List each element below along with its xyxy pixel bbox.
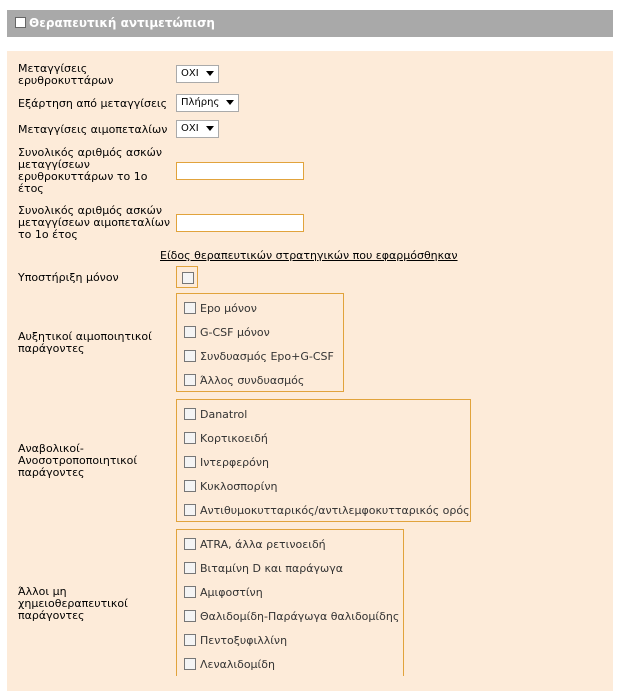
checkbox[interactable] xyxy=(184,610,196,622)
anabolic-group xyxy=(176,399,471,522)
section-header[interactable] xyxy=(7,10,613,37)
anabolic-option[interactable]: Κορτικοειδή xyxy=(184,432,268,446)
other-option[interactable]: Πεντοξυφιλλίνη xyxy=(184,634,287,648)
checkbox[interactable] xyxy=(184,634,196,646)
anabolic-option[interactable]: Αντιθυμοκυτταρικός/αντιλεμφοκυτταρικός ορός xyxy=(184,504,470,518)
checkbox[interactable] xyxy=(184,658,196,670)
growth-option[interactable]: G-CSF μόνον xyxy=(184,326,270,340)
platelet-transfusions-label: Μεταγγίσεις αιμοπεταλίων xyxy=(18,123,168,136)
collapse-checkbox-icon[interactable] xyxy=(15,17,26,28)
checkbox[interactable] xyxy=(184,302,196,314)
other-option[interactable]: Θαλιδομίδη-Παράγωγα θαλιδομίδης xyxy=(184,610,399,624)
growth-option[interactable]: Άλλος συνδυασμός xyxy=(184,374,304,388)
chevron-down-icon xyxy=(226,100,234,105)
growth-option[interactable]: Epo μόνον xyxy=(184,302,257,316)
checkbox[interactable] xyxy=(184,326,196,338)
chevron-down-icon xyxy=(206,71,214,76)
anabolic-option[interactable]: Κυκλοσπορίνη xyxy=(184,480,277,494)
checkbox[interactable] xyxy=(184,456,196,468)
support-only-group xyxy=(176,266,198,288)
rbc-units-label: Συνολικός αριθμός ασκών μεταγγίσεων ερυθροκυττάρων το 1ο έτος xyxy=(18,146,163,195)
growth-factors-label: Αυξητικοί αιμοποιητικοί παράγοντες xyxy=(18,330,152,355)
support-only-checkbox[interactable] xyxy=(182,272,194,284)
other-option[interactable]: Λεναλιδομίδη xyxy=(184,658,275,672)
plt-units-label: Συνολικός αριθμός ασκών μεταγγίσεων αιμοπεταλίων το 1ο έτος xyxy=(18,204,171,241)
checkbox[interactable] xyxy=(184,562,196,574)
other-agents-group xyxy=(176,529,404,676)
growth-option[interactable]: Συνδυασμός Epo+G-CSF xyxy=(184,350,334,364)
checkbox[interactable] xyxy=(184,408,196,420)
anabolic-option[interactable]: Ιντερφερόνη xyxy=(184,456,269,470)
other-option[interactable]: Αμιφοστίνη xyxy=(184,586,263,600)
strategies-link[interactable]: Είδος θεραπευτικών στρατηγικών που εφαρμόσθηκαν xyxy=(160,249,458,262)
checkbox[interactable] xyxy=(184,432,196,444)
rbc-transfusions-label: Μεταγγίσεις ερυθροκυττάρων xyxy=(18,62,114,87)
other-option[interactable]: ATRA, άλλα ρετινοειδή xyxy=(184,538,326,552)
rbc-transfusions-select[interactable]: ΟΧΙ xyxy=(176,65,219,83)
section-title: Θεραπευτική αντιμετώπιση xyxy=(29,16,215,30)
platelet-transfusions-select[interactable]: ΟΧΙ xyxy=(176,120,219,138)
checkbox[interactable] xyxy=(184,504,196,516)
anabolic-option[interactable]: Danatrol xyxy=(184,408,247,422)
support-only-label: Υποστήριξη μόνον xyxy=(18,271,119,284)
checkbox[interactable] xyxy=(184,538,196,550)
checkbox[interactable] xyxy=(184,480,196,492)
checkbox[interactable] xyxy=(184,350,196,362)
checkbox[interactable] xyxy=(184,374,196,386)
dependence-label: Εξάρτηση από μεταγγίσεις xyxy=(18,97,168,110)
rbc-units-input[interactable] xyxy=(176,162,304,180)
other-agents-label: Άλλοι μη χημειοθεραπευτικοί παράγοντες xyxy=(18,585,128,622)
checkbox[interactable] xyxy=(184,586,196,598)
other-option[interactable]: Βιταμίνη D και παράγωγα xyxy=(184,562,343,576)
growth-factors-group xyxy=(176,293,344,392)
chevron-down-icon xyxy=(206,126,214,131)
anabolic-label: Αναβολικοί- Ανοσοτροποποιητικοί παράγοντες xyxy=(18,442,138,479)
dependence-select[interactable]: Πλήρης xyxy=(176,94,239,112)
plt-units-input[interactable] xyxy=(176,214,304,232)
